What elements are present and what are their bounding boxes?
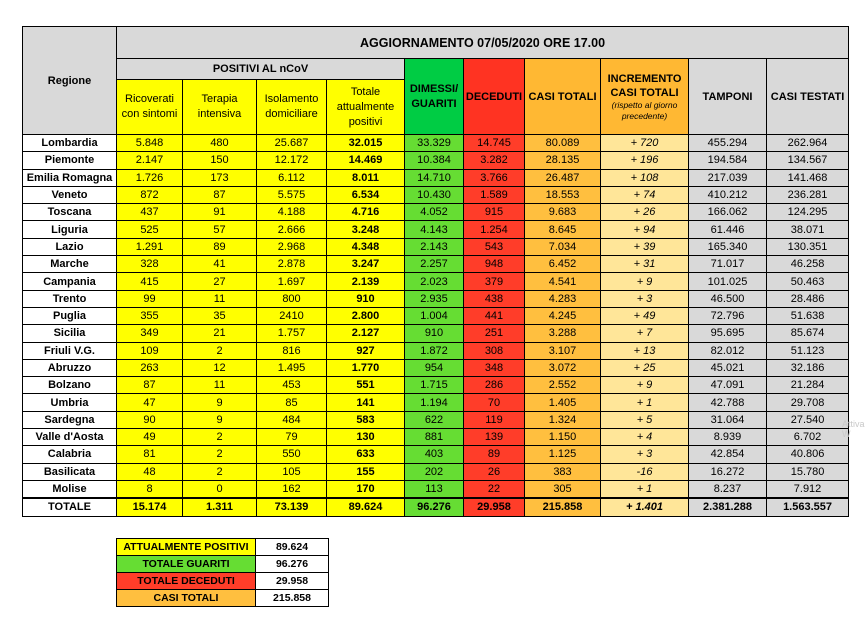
region-cell: Umbria <box>23 394 117 411</box>
deceased-cell: 3.766 <box>464 169 525 186</box>
tested-cell: 46.258 <box>767 256 849 273</box>
home-isolation-cell: 162 <box>257 480 327 498</box>
hospitalized-cell: 328 <box>117 256 183 273</box>
deceased-cell: 1.254 <box>464 221 525 238</box>
swabs-cell: 217.039 <box>689 169 767 186</box>
home-isolation-cell: 5.575 <box>257 186 327 203</box>
region-cell: Sicilia <box>23 325 117 342</box>
recovered-cell: 910 <box>405 325 464 342</box>
home-isolation-cell: 105 <box>257 463 327 480</box>
recovered-cell: 4.143 <box>405 221 464 238</box>
table-row <box>23 463 849 480</box>
recovered-cell: 1.004 <box>405 307 464 324</box>
total-positive-cell: 927 <box>327 342 405 359</box>
icu-cell: 41 <box>183 256 257 273</box>
tested-cell: 32.186 <box>767 359 849 376</box>
swabs-cell: 410.212 <box>689 186 767 203</box>
total-cases-cell: 8.645 <box>525 221 601 238</box>
increment-cell: + 1 <box>601 394 689 411</box>
recovered-cell: 954 <box>405 359 464 376</box>
recovered-cell: 202 <box>405 463 464 480</box>
total-cases-cell: 80.089 <box>525 135 601 152</box>
recovered-cell: 10.430 <box>405 186 464 203</box>
increment-cell: + 4 <box>601 429 689 446</box>
deceased-cell: 441 <box>464 307 525 324</box>
total-cases-cell: 6.452 <box>525 256 601 273</box>
swabs-cell: 165.340 <box>689 238 767 255</box>
region-cell: Lazio <box>23 238 117 255</box>
total-cases-cell: 4.541 <box>525 273 601 290</box>
summary-label: CASI TOTALI <box>117 590 256 607</box>
icu-cell: 480 <box>183 135 257 152</box>
icu-cell: 9 <box>183 411 257 428</box>
region-cell: Sardegna <box>23 411 117 428</box>
tested-cell: 124.295 <box>767 204 849 221</box>
hospitalized-cell: 872 <box>117 186 183 203</box>
home-isolation-cell: 800 <box>257 290 327 307</box>
deceased-cell: 286 <box>464 377 525 394</box>
home-isolation-cell: 2.968 <box>257 238 327 255</box>
summary-value: 96.276 <box>256 556 329 573</box>
tested-cell: 27.540 <box>767 411 849 428</box>
total-cases-cell: 3.288 <box>525 325 601 342</box>
recovered-cell: 1.872 <box>405 342 464 359</box>
hospitalized-cell: 1.726 <box>117 169 183 186</box>
hospitalized-cell: 355 <box>117 307 183 324</box>
hospitalized-cell: 87 <box>117 377 183 394</box>
home-isolation-cell: 550 <box>257 446 327 463</box>
swabs-cell: 8.939 <box>689 429 767 446</box>
swabs-cell: 2.381.288 <box>689 498 767 516</box>
icu-cell: 2 <box>183 446 257 463</box>
summary-value: 29.958 <box>256 573 329 590</box>
deceased-cell: 3.282 <box>464 152 525 169</box>
table-row <box>23 135 849 152</box>
total-cases-cell: 4.283 <box>525 290 601 307</box>
region-header: Regione <box>23 27 117 135</box>
region-cell: Calabria <box>23 446 117 463</box>
summary-label: TOTALE GUARITI <box>117 556 256 573</box>
region-cell: Lombardia <box>23 135 117 152</box>
total-positive-cell: 551 <box>327 377 405 394</box>
table-row <box>23 359 849 376</box>
recovered-header: DIMESSI/ GUARITI <box>405 59 464 135</box>
icu-header: Terapia intensiva <box>183 80 257 135</box>
increment-cell: + 9 <box>601 377 689 394</box>
recovered-cell: 1.194 <box>405 394 464 411</box>
hospitalized-cell: 8 <box>117 480 183 498</box>
covid-regional-table <box>22 26 849 517</box>
summary-row <box>117 573 329 590</box>
table-row <box>23 256 849 273</box>
deceased-cell: 543 <box>464 238 525 255</box>
table-row <box>23 480 849 498</box>
total-cases-cell: 3.072 <box>525 359 601 376</box>
total-positive-cell: 3.248 <box>327 221 405 238</box>
recovered-cell: 113 <box>405 480 464 498</box>
swabs-cell: 71.017 <box>689 256 767 273</box>
home-isolation-cell: 4.188 <box>257 204 327 221</box>
increment-cell: + 26 <box>601 204 689 221</box>
tested-cell: 1.563.557 <box>767 498 849 516</box>
table-row <box>23 290 849 307</box>
hospitalized-cell: 437 <box>117 204 183 221</box>
total-cases-cell: 4.245 <box>525 307 601 324</box>
total-positive-cell: 14.469 <box>327 152 405 169</box>
tested-cell: 40.806 <box>767 446 849 463</box>
tested-cell: 38.071 <box>767 221 849 238</box>
total-positive-cell: 130 <box>327 429 405 446</box>
swabs-cell: 194.584 <box>689 152 767 169</box>
swabs-cell: 42.854 <box>689 446 767 463</box>
tested-cell: 29.708 <box>767 394 849 411</box>
deceased-cell: 438 <box>464 290 525 307</box>
region-cell: Campania <box>23 273 117 290</box>
total-cases-cell: 2.552 <box>525 377 601 394</box>
table-row <box>23 325 849 342</box>
recovered-cell: 4.052 <box>405 204 464 221</box>
icu-cell: 11 <box>183 290 257 307</box>
region-cell: Basilicata <box>23 463 117 480</box>
positive-group-header: POSITIVI AL nCoV <box>117 59 405 80</box>
deceased-cell: 22 <box>464 480 525 498</box>
region-cell: Piemonte <box>23 152 117 169</box>
icu-cell: 35 <box>183 307 257 324</box>
home-isolation-cell: 25.687 <box>257 135 327 152</box>
icu-cell: 0 <box>183 480 257 498</box>
region-cell: Marche <box>23 256 117 273</box>
deceased-cell: 915 <box>464 204 525 221</box>
tested-cell: 15.780 <box>767 463 849 480</box>
home-isolation-cell: 2410 <box>257 307 327 324</box>
total-positive-cell: 8.011 <box>327 169 405 186</box>
total-positive-cell: 3.247 <box>327 256 405 273</box>
increment-cell: + 94 <box>601 221 689 238</box>
table-row <box>23 429 849 446</box>
region-cell: Abruzzo <box>23 359 117 376</box>
swabs-header: TAMPONI <box>689 59 767 135</box>
deceased-header: DECEDUTI <box>464 59 525 135</box>
summary-row <box>117 539 329 556</box>
increment-cell: + 7 <box>601 325 689 342</box>
total-cases-cell: 3.107 <box>525 342 601 359</box>
increment-cell: + 108 <box>601 169 689 186</box>
table-row <box>23 186 849 203</box>
deceased-cell: 308 <box>464 342 525 359</box>
home-isolation-cell: 2.666 <box>257 221 327 238</box>
total-cases-cell: 215.858 <box>525 498 601 516</box>
table-row <box>23 169 849 186</box>
total-positive-cell: 910 <box>327 290 405 307</box>
hospitalized-cell: 81 <box>117 446 183 463</box>
swabs-cell: 455.294 <box>689 135 767 152</box>
total-positive-header: Totale attualmente positivi <box>327 80 405 135</box>
increment-cell: + 3 <box>601 446 689 463</box>
hospitalized-cell: 525 <box>117 221 183 238</box>
table-row <box>23 411 849 428</box>
deceased-cell: 89 <box>464 446 525 463</box>
deceased-cell: 29.958 <box>464 498 525 516</box>
hospitalized-cell: 99 <box>117 290 183 307</box>
swabs-cell: 31.064 <box>689 411 767 428</box>
swabs-cell: 166.062 <box>689 204 767 221</box>
hospitalized-cell: 1.291 <box>117 238 183 255</box>
region-cell: Trento <box>23 290 117 307</box>
table-row <box>23 446 849 463</box>
summary-label: TOTALE DECEDUTI <box>117 573 256 590</box>
swabs-cell: 45.021 <box>689 359 767 376</box>
recovered-cell: 33.329 <box>405 135 464 152</box>
swabs-cell: 101.025 <box>689 273 767 290</box>
increment-cell: + 1 <box>601 480 689 498</box>
summary-value: 215.858 <box>256 590 329 607</box>
deceased-cell: 379 <box>464 273 525 290</box>
hospitalized-cell: 47 <box>117 394 183 411</box>
total-cases-cell: 1.324 <box>525 411 601 428</box>
deceased-cell: 1.589 <box>464 186 525 203</box>
region-cell: Emilia Romagna <box>23 169 117 186</box>
hospitalized-header: Ricoverati con sintomi <box>117 80 183 135</box>
table-row <box>23 152 849 169</box>
total-row <box>23 498 849 516</box>
home-isolation-cell: 1.757 <box>257 325 327 342</box>
swabs-cell: 47.091 <box>689 377 767 394</box>
deceased-cell: 348 <box>464 359 525 376</box>
deceased-cell: 948 <box>464 256 525 273</box>
total-positive-cell: 2.127 <box>327 325 405 342</box>
icu-cell: 150 <box>183 152 257 169</box>
icu-cell: 91 <box>183 204 257 221</box>
table-row <box>23 221 849 238</box>
hospitalized-cell: 49 <box>117 429 183 446</box>
tested-cell: 130.351 <box>767 238 849 255</box>
total-cases-cell: 1.125 <box>525 446 601 463</box>
icu-cell: 173 <box>183 169 257 186</box>
home-isolation-cell: 2.878 <box>257 256 327 273</box>
icu-cell: 89 <box>183 238 257 255</box>
tested-cell: 51.123 <box>767 342 849 359</box>
total-cases-cell: 18.553 <box>525 186 601 203</box>
increment-cell: + 196 <box>601 152 689 169</box>
hospitalized-cell: 48 <box>117 463 183 480</box>
total-positive-cell: 2.139 <box>327 273 405 290</box>
tested-cell: 134.567 <box>767 152 849 169</box>
icu-cell: 2 <box>183 342 257 359</box>
recovered-cell: 2.257 <box>405 256 464 273</box>
home-isolation-cell: 6.112 <box>257 169 327 186</box>
table-row <box>23 377 849 394</box>
tested-header: CASI TESTATI <box>767 59 849 135</box>
table-row <box>23 394 849 411</box>
icu-cell: 11 <box>183 377 257 394</box>
increment-note: (rispetto al giorno precedente) <box>611 99 678 121</box>
total-cases-cell: 28.135 <box>525 152 601 169</box>
deceased-cell: 119 <box>464 411 525 428</box>
total-cases-cell: 1.150 <box>525 429 601 446</box>
region-cell: Veneto <box>23 186 117 203</box>
increment-cell: + 720 <box>601 135 689 152</box>
swabs-cell: 46.500 <box>689 290 767 307</box>
swabs-cell: 42.788 <box>689 394 767 411</box>
home-isolation-cell: 12.172 <box>257 152 327 169</box>
hospitalized-cell: 2.147 <box>117 152 183 169</box>
total-cases-header: CASI TOTALI <box>525 59 601 135</box>
tested-cell: 236.281 <box>767 186 849 203</box>
recovered-cell: 1.715 <box>405 377 464 394</box>
icu-cell: 87 <box>183 186 257 203</box>
icu-cell: 1.311 <box>183 498 257 516</box>
recovered-cell: 2.935 <box>405 290 464 307</box>
total-cases-cell: 1.405 <box>525 394 601 411</box>
increment-cell: + 74 <box>601 186 689 203</box>
hospitalized-cell: 109 <box>117 342 183 359</box>
total-positive-cell: 6.534 <box>327 186 405 203</box>
deceased-cell: 14.745 <box>464 135 525 152</box>
hospitalized-cell: 263 <box>117 359 183 376</box>
hospitalized-cell: 90 <box>117 411 183 428</box>
icu-cell: 2 <box>183 429 257 446</box>
summary-row <box>117 556 329 573</box>
total-positive-cell: 32.015 <box>327 135 405 152</box>
home-isolation-cell: 816 <box>257 342 327 359</box>
total-positive-cell: 155 <box>327 463 405 480</box>
icu-cell: 27 <box>183 273 257 290</box>
increment-cell: + 31 <box>601 256 689 273</box>
table-row <box>23 307 849 324</box>
increment-label: INCREMENTO CASI TOTALI <box>607 72 682 99</box>
tested-cell: 141.468 <box>767 169 849 186</box>
home-isolation-cell: 453 <box>257 377 327 394</box>
tested-cell: 51.638 <box>767 307 849 324</box>
deceased-cell: 251 <box>464 325 525 342</box>
swabs-cell: 16.272 <box>689 463 767 480</box>
tested-cell: 21.284 <box>767 377 849 394</box>
tested-cell: 262.964 <box>767 135 849 152</box>
recovered-cell: 10.384 <box>405 152 464 169</box>
tested-cell: 50.463 <box>767 273 849 290</box>
total-positive-cell: 4.348 <box>327 238 405 255</box>
summary-box <box>116 538 329 607</box>
table-row <box>23 273 849 290</box>
increment-header <box>601 59 689 135</box>
tested-cell: 85.674 <box>767 325 849 342</box>
recovered-cell: 14.710 <box>405 169 464 186</box>
swabs-cell: 72.796 <box>689 307 767 324</box>
summary-label: ATTUALMENTE POSITIVI <box>117 539 256 556</box>
recovered-cell: 403 <box>405 446 464 463</box>
total-positive-cell: 141 <box>327 394 405 411</box>
region-cell: Bolzano <box>23 377 117 394</box>
swabs-cell: 8.237 <box>689 480 767 498</box>
increment-cell: + 5 <box>601 411 689 428</box>
hospitalized-cell: 5.848 <box>117 135 183 152</box>
region-cell: Liguria <box>23 221 117 238</box>
total-cases-cell: 9.683 <box>525 204 601 221</box>
table-row <box>23 204 849 221</box>
table-body <box>23 135 849 517</box>
deceased-cell: 139 <box>464 429 525 446</box>
region-cell: Friuli V.G. <box>23 342 117 359</box>
total-positive-cell: 170 <box>327 480 405 498</box>
region-cell: Molise <box>23 480 117 498</box>
home-isolation-cell: 79 <box>257 429 327 446</box>
total-positive-cell: 4.716 <box>327 204 405 221</box>
total-cases-cell: 7.034 <box>525 238 601 255</box>
increment-cell: + 39 <box>601 238 689 255</box>
total-positive-cell: 583 <box>327 411 405 428</box>
icu-cell: 21 <box>183 325 257 342</box>
home-isolation-cell: 85 <box>257 394 327 411</box>
tested-cell: 7.912 <box>767 480 849 498</box>
swabs-cell: 95.695 <box>689 325 767 342</box>
region-cell: TOTALE <box>23 498 117 516</box>
recovered-cell: 2.023 <box>405 273 464 290</box>
table-row <box>23 342 849 359</box>
home-isolation-header: Isolamento domiciliare <box>257 80 327 135</box>
total-positive-cell: 2.800 <box>327 307 405 324</box>
region-cell: Toscana <box>23 204 117 221</box>
total-cases-cell: 305 <box>525 480 601 498</box>
hospitalized-cell: 415 <box>117 273 183 290</box>
total-positive-cell: 633 <box>327 446 405 463</box>
tested-cell: 28.486 <box>767 290 849 307</box>
total-positive-cell: 1.770 <box>327 359 405 376</box>
increment-cell: + 9 <box>601 273 689 290</box>
tested-cell: 6.702 <box>767 429 849 446</box>
region-cell: Valle d'Aosta <box>23 429 117 446</box>
watermark-text: Attiva W <box>842 419 865 439</box>
total-cases-cell: 383 <box>525 463 601 480</box>
recovered-cell: 881 <box>405 429 464 446</box>
icu-cell: 2 <box>183 463 257 480</box>
increment-cell: + 25 <box>601 359 689 376</box>
recovered-cell: 96.276 <box>405 498 464 516</box>
recovered-cell: 2.143 <box>405 238 464 255</box>
swabs-cell: 82.012 <box>689 342 767 359</box>
deceased-cell: 26 <box>464 463 525 480</box>
home-isolation-cell: 1.495 <box>257 359 327 376</box>
total-positive-cell: 89.624 <box>327 498 405 516</box>
home-isolation-cell: 73.139 <box>257 498 327 516</box>
deceased-cell: 70 <box>464 394 525 411</box>
home-isolation-cell: 484 <box>257 411 327 428</box>
total-cases-cell: 26.487 <box>525 169 601 186</box>
home-isolation-cell: 1.697 <box>257 273 327 290</box>
icu-cell: 57 <box>183 221 257 238</box>
hospitalized-cell: 349 <box>117 325 183 342</box>
hospitalized-cell: 15.174 <box>117 498 183 516</box>
recovered-cell: 622 <box>405 411 464 428</box>
table-row <box>23 238 849 255</box>
icu-cell: 9 <box>183 394 257 411</box>
icu-cell: 12 <box>183 359 257 376</box>
increment-cell: + 1.401 <box>601 498 689 516</box>
increment-cell: + 13 <box>601 342 689 359</box>
update-title: AGGIORNAMENTO 07/05/2020 ORE 17.00 <box>117 27 849 59</box>
increment-cell: -16 <box>601 463 689 480</box>
increment-cell: + 3 <box>601 290 689 307</box>
increment-cell: + 49 <box>601 307 689 324</box>
summary-row <box>117 590 329 607</box>
summary-value: 89.624 <box>256 539 329 556</box>
swabs-cell: 61.446 <box>689 221 767 238</box>
region-cell: Puglia <box>23 307 117 324</box>
